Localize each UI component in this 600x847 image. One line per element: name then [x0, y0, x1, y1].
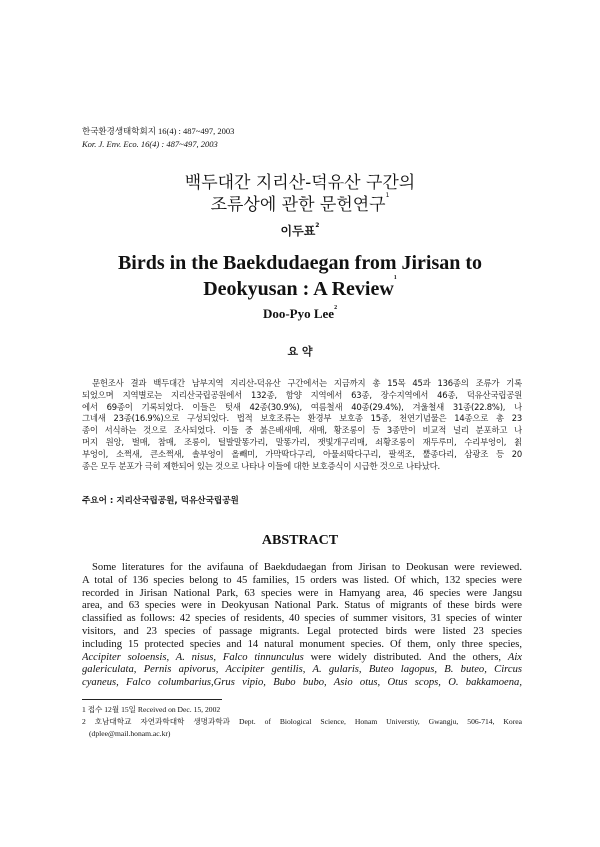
- korean-title-footnote-mark: 1: [385, 192, 390, 199]
- english-title-line1: Birds in the Baekdudaegan from Jirisan to: [117, 252, 483, 274]
- abstract-line: cyaneus, Falco columbarius,Grus vipio, Bubo bubo, Asio otus, Otus scops, O. bakkamoena,: [82, 677, 522, 689]
- korean-title-line1: 백두대간 지리산-덕유산 구간의: [184, 173, 416, 193]
- korean-abstract-line: 머지 원앙, 벌매, 참매, 조롱이, 털발말똥가리, 말똥가리, 잿빛개구리매, 쇠황조롱이 재두루미, 수리부엉이, 칡: [82, 436, 522, 447]
- species-name: Aix: [507, 651, 522, 663]
- abstract-line: galericulata, Pernis apivorus, Accipiter gentilis, A. gularis, Buteo lagopus, B. buteo, Circus: [82, 664, 522, 676]
- english-title-line2: Deokyusan : A Review: [203, 278, 394, 300]
- korean-abstract-line: 그네새 23종(16.9%)으로 구성되었다. 법적 보호조류는 환경부 보호종 15종, 천연기념물은 14종으로 총 23: [82, 413, 522, 424]
- english-author-footnote-mark: 2: [334, 305, 338, 311]
- abstract-line: Some literatures for the avifauna of Baekdudaegan from Jirisan to Deokusan were reviewed.: [92, 562, 522, 573]
- abstract-line: A total of 136 species belong to 45 families, 15 orders was listed. Of which, 132 species were: [82, 574, 522, 586]
- abstract-line: recorded in Jirisan National Park, 63 species were in Hamyang area, 46 species were Jangsu: [82, 587, 522, 599]
- abstract-heading: ABSTRACT: [261, 533, 339, 548]
- korean-abstract-line: 부엉이, 소쩍새, 큰소쩍새, 솔부엉이 올빼미, 가막딱다구리, 아물쇠딱다구리, 팔색조, 뿔종다리, 삼광조 등 20: [82, 448, 522, 459]
- abstract-line: visitors, and 23 species of passage migrants. Legal protected birds were listed 23 species: [82, 625, 522, 637]
- korean-abstract-line: 에서 69종이 기록되었다. 이들은 텃새 42종(30.9%), 여름철새 40종(29.4%), 겨울철새 31종(22.8%), 나: [82, 401, 522, 412]
- species-names: Accipiter soloensis, A. nisus, Falco tinnunculus: [82, 651, 304, 663]
- footnote-2: 2 호남대학교 자연과학대학 생명과학과 Dept. of Biological Science, Honam Universtiy, Gwangju, 506-714, Korea: [82, 717, 522, 726]
- korean-title: [0, 172, 600, 216]
- footnotes: [82, 704, 522, 740]
- abstract-line: [82, 652, 522, 665]
- korean-abstract-line: 문헌조사 결과 백두대간 남부지역 지리산-덕유산 구간에서는 지금까지 총 15목 45과 136종의 조류가 기록: [92, 378, 522, 388]
- abstract-body: [82, 562, 522, 690]
- korean-title-line2: 조류상에 관한 문헌연구: [210, 195, 386, 215]
- abstract-line: classified as follows: 42 species of residents, 40 species of summer visitors, 31 species of winter: [82, 613, 522, 625]
- english-author: Doo-Pyo Lee: [262, 306, 335, 321]
- english-title-footnote-mark: 1: [393, 275, 397, 281]
- korean-abstract-line: 종이 서식하는 것으로 조사되었다. 이들 중 붉은배새매, 새매, 황조롱이 등 3종만이 비교적 널리 분포하고 나: [82, 425, 522, 436]
- footnote-1: 1 접수 12월 15일 Received on Dec. 15, 2002: [82, 705, 221, 714]
- korean-author-footnote-mark: 2: [315, 222, 320, 229]
- footnote-2-email: (dplee@mail.honam.ac.kr): [89, 729, 171, 738]
- journal-citation-english: Kor. J. Env. Eco. 16(4) : 487~497, 2003: [82, 139, 218, 149]
- korean-author: 이두표: [280, 224, 316, 238]
- korean-abstract-heading: 요 약: [287, 345, 313, 358]
- english-title: [0, 250, 600, 302]
- abstract-line: area, and 63 species were in Deokyusan National Park. Status of migrants of these birds were: [82, 600, 522, 612]
- korean-abstract-line: 종은 모두 분포가 극히 제한되어 있는 것으로 나타나 이들에 대한 보호증식이 시급한 것으로 나타났다.: [82, 460, 440, 471]
- footnote-divider: [82, 699, 222, 700]
- abstract-line: including 15 protected species and 14 natural monument species. Of them, only three species,: [82, 638, 522, 650]
- abstract-text: were widely distributed. And the others,: [303, 651, 508, 663]
- korean-abstract-body: [82, 378, 522, 472]
- korean-abstract-line: 되었으며 지역별로는 지리산국립공원에서 132종, 함양 지역에서 63종, 장수지역에서 46종, 덕유산국립공원: [82, 389, 522, 400]
- journal-citation-korean: 한국환경생태학회지 16(4) : 487~497, 2003: [82, 126, 235, 136]
- keywords: 주요어 : 지리산국립공원, 덕유산국립공원: [82, 496, 239, 506]
